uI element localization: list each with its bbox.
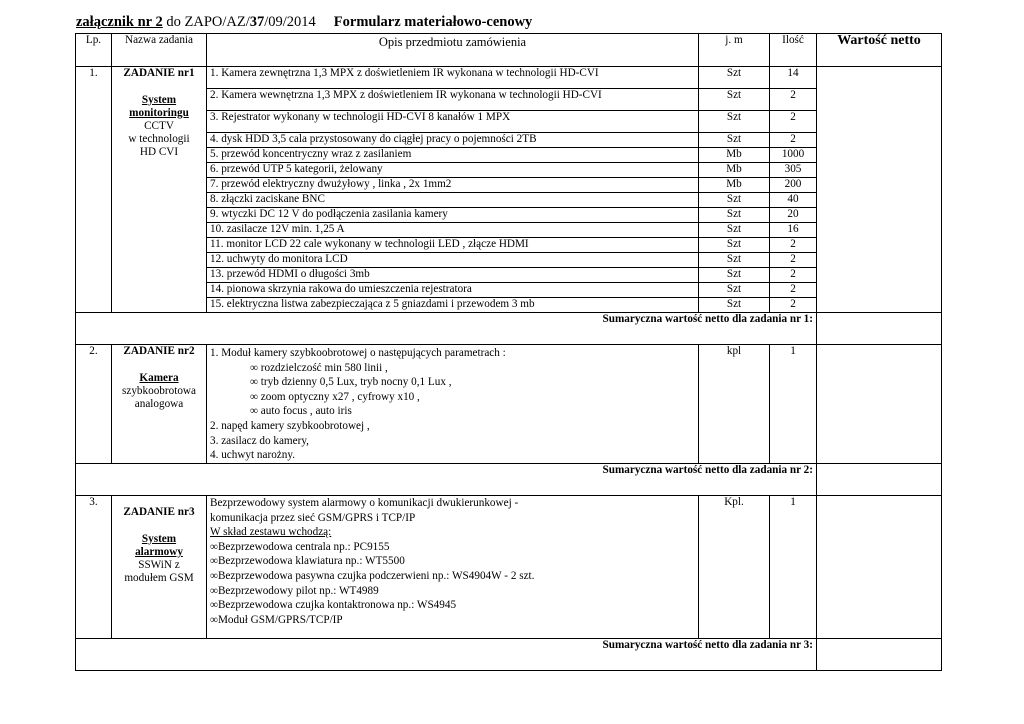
task1-name-cell [112,67,207,313]
task2-line: ∞ auto focus , auto iris [250,405,352,418]
task3-sub-u2: alarmowy [135,546,183,558]
task2-line: ∞ zoom optyczny x27 , cyfrowy x10 , [250,390,420,403]
form-title: Formularz materiałowo-cenowy [333,14,533,30]
task2-jm: kpl [699,345,770,464]
task3-desc [207,496,699,639]
item-desc: 13. przewód HDMI o długości 3mb [207,268,699,283]
header-value: Wartość netto [817,34,942,67]
item-desc: 9. wtyczki DC 12 V do podłączenia zasilania kamery [207,208,699,223]
task1-sub-2: w technologii [128,133,190,145]
task1-value-cell[interactable] [817,67,942,313]
task3-line: Bezprzewodowy system alarmowy o komunikacji dwukierunkowej - [210,497,519,509]
item-jm: Mb [699,148,770,163]
table-row [76,496,942,639]
task2-line: ∞ rozdzielczość min 580 linii , [250,361,388,374]
item-qty: 2 [770,283,817,298]
item-jm: Szt [699,67,770,89]
item-desc: 3. Rejestrator wykonany w technologii HD-CVI 8 kanałów 1 MPX [207,111,699,133]
table-row [76,345,942,464]
item-desc: 11. monitor LCD 22 cale wykonany w technologii LED , złącze HDMI [207,238,699,253]
ref-number: 37 [249,14,265,30]
task3-line: ∞Moduł GSM/GPRS/TCP/IP [210,613,343,626]
item-qty: 2 [770,253,817,268]
item-qty: 2 [770,238,817,253]
item-jm: Szt [699,238,770,253]
task2-line: 1. Moduł kamery szybkoobrotowej o następujących parametrach : [210,347,506,359]
item-jm: Szt [699,253,770,268]
item-qty: 2 [770,268,817,283]
task3-line: ∞Bezprzewodowa klawiatura np.: WT5500 [210,555,405,568]
item-jm: Szt [699,283,770,298]
task1-name: ZADANIE nr1 [123,67,195,79]
item-qty: 2 [770,111,817,133]
task3-sum-value[interactable] [817,639,942,671]
header-jm: j. m [699,34,770,67]
task1-sum-label: Sumaryczna wartość netto dla zadania nr 1: [76,313,817,345]
task2-name: ZADANIE nr2 [123,345,195,357]
task2-sub-1: szybkoobrotowa [122,385,196,397]
header-qty: Ilość [770,34,817,67]
task2-line: 4. uchwyt narożny. [210,449,296,462]
task3-line: ∞Bezprzewodowa centrala np.: PC9155 [210,540,390,553]
task2-sub-u1: Kamera [139,372,179,384]
task2-desc [207,345,699,464]
ref-mid1: do ZAPO/AZ/ [162,14,250,30]
task1-lp: 1. [76,67,112,313]
document-title [76,14,532,31]
item-desc: 2. Kamera wewnętrzna 1,3 MPX z doświetleniem IR wykonana w technologii HD-CVI [207,89,699,111]
item-jm: Szt [699,268,770,283]
table-row [76,67,942,89]
item-qty: 40 [770,193,817,208]
task3-value-cell[interactable] [817,496,942,639]
table-header [76,34,942,67]
task3-name-cell [112,496,207,639]
task3-name: ZADANIE nr3 [123,506,195,518]
item-desc: 8. złączki zaciskane BNC [207,193,699,208]
item-qty: 2 [770,89,817,111]
item-jm: Szt [699,298,770,313]
ref-mid2: /09/2014 [264,14,316,30]
task2-sum-row [76,464,942,496]
item-qty: 2 [770,298,817,313]
task2-sum-value[interactable] [817,464,942,496]
item-desc: 7. przewód elektryczny dwużyłowy , linka , 2x 1mm2 [207,178,699,193]
task1-sum-value[interactable] [817,313,942,345]
item-jm: Szt [699,208,770,223]
item-desc: 1. Kamera zewnętrzna 1,3 MPX z doświetleniem IR wykonana w technologii HD-CVI [207,67,699,89]
task2-sum-label: Sumaryczna wartość netto dla zadania nr 2: [76,464,817,496]
item-qty: 1000 [770,148,817,163]
item-qty: 200 [770,178,817,193]
item-qty: 16 [770,223,817,238]
header-desc: Opis przedmiotu zamówienia [207,34,699,67]
task2-line: 3. zasilacz do kamery, [210,434,309,447]
item-desc: 15. elektryczna listwa zabezpieczająca z 5 gniazdami i przewodem 3 mb [207,298,699,313]
item-qty: 305 [770,163,817,178]
task2-sub-2: analogowa [134,398,184,410]
item-qty: 14 [770,67,817,89]
task3-sub-u1: System [141,533,177,545]
item-jm: Szt [699,133,770,148]
task3-line: W skład zestawu wchodzą: [210,526,332,539]
item-desc: 14. pionowa skrzynia rakowa do umieszczenia rejestratora [207,283,699,298]
item-jm: Mb [699,178,770,193]
task1-sub-u2: monitoringu [129,107,189,119]
task3-sub-1: SSWiN z [138,559,180,571]
task3-line: komunikacja przez sieć GSM/GPRS i TCP/IP [210,511,416,524]
header-lp: Lp. [76,34,112,67]
header-name: Nazwa zadania [112,34,207,67]
item-desc: 12. uchwyty do monitora LCD [207,253,699,268]
item-jm: Szt [699,193,770,208]
task3-sub-2: modułem GSM [124,572,194,584]
task2-name-cell [112,345,207,464]
item-qty: 20 [770,208,817,223]
item-jm: Mb [699,163,770,178]
task3-sum-row [76,639,942,671]
task2-line: ∞ tryb dzienny 0,5 Lux, tryb nocny 0,1 Lux , [250,376,452,389]
item-jm: Szt [699,111,770,133]
attachment-label: załącznik nr 2 [76,14,163,30]
item-desc: 10. zasilacze 12V min. 1,25 A [207,223,699,238]
item-jm: Szt [699,89,770,111]
task1-sub-3: HD CVI [139,146,179,158]
task1-sub-u1: System [141,94,177,106]
item-qty: 2 [770,133,817,148]
task3-line: ∞Bezprzewodowy pilot np.: WT4989 [210,584,379,597]
task2-qty: 1 [770,345,817,464]
task3-lp: 3. [76,496,112,639]
task3-line: ∞Bezprzewodowa pasywna czujka podczerwieni np.: WS4904W - 2 szt. [210,569,535,582]
task2-lp: 2. [76,345,112,464]
price-form-table [75,33,942,671]
item-desc: 6. przewód UTP 5 kategorii, żelowany [207,163,699,178]
task1-sub-1: CCTV [144,120,174,132]
task3-line: ∞Bezprzewodowa czujka kontaktronowa np.: WS4945 [210,599,457,612]
task3-sum-label: Sumaryczna wartość netto dla zadania nr 3: [76,639,817,671]
task1-sum-row [76,313,942,345]
item-desc: 4. dysk HDD 3,5 cala przystosowany do ciągłej pracy o pojemności 2TB [207,133,699,148]
task3-jm: Kpl. [699,496,770,639]
item-desc: 5. przewód koncentryczny wraz z zasilaniem [207,148,699,163]
task3-qty: 1 [770,496,817,639]
task2-value-cell[interactable] [817,345,942,464]
item-jm: Szt [699,223,770,238]
task2-line: 2. napęd kamery szybkoobrotowej , [210,419,370,432]
